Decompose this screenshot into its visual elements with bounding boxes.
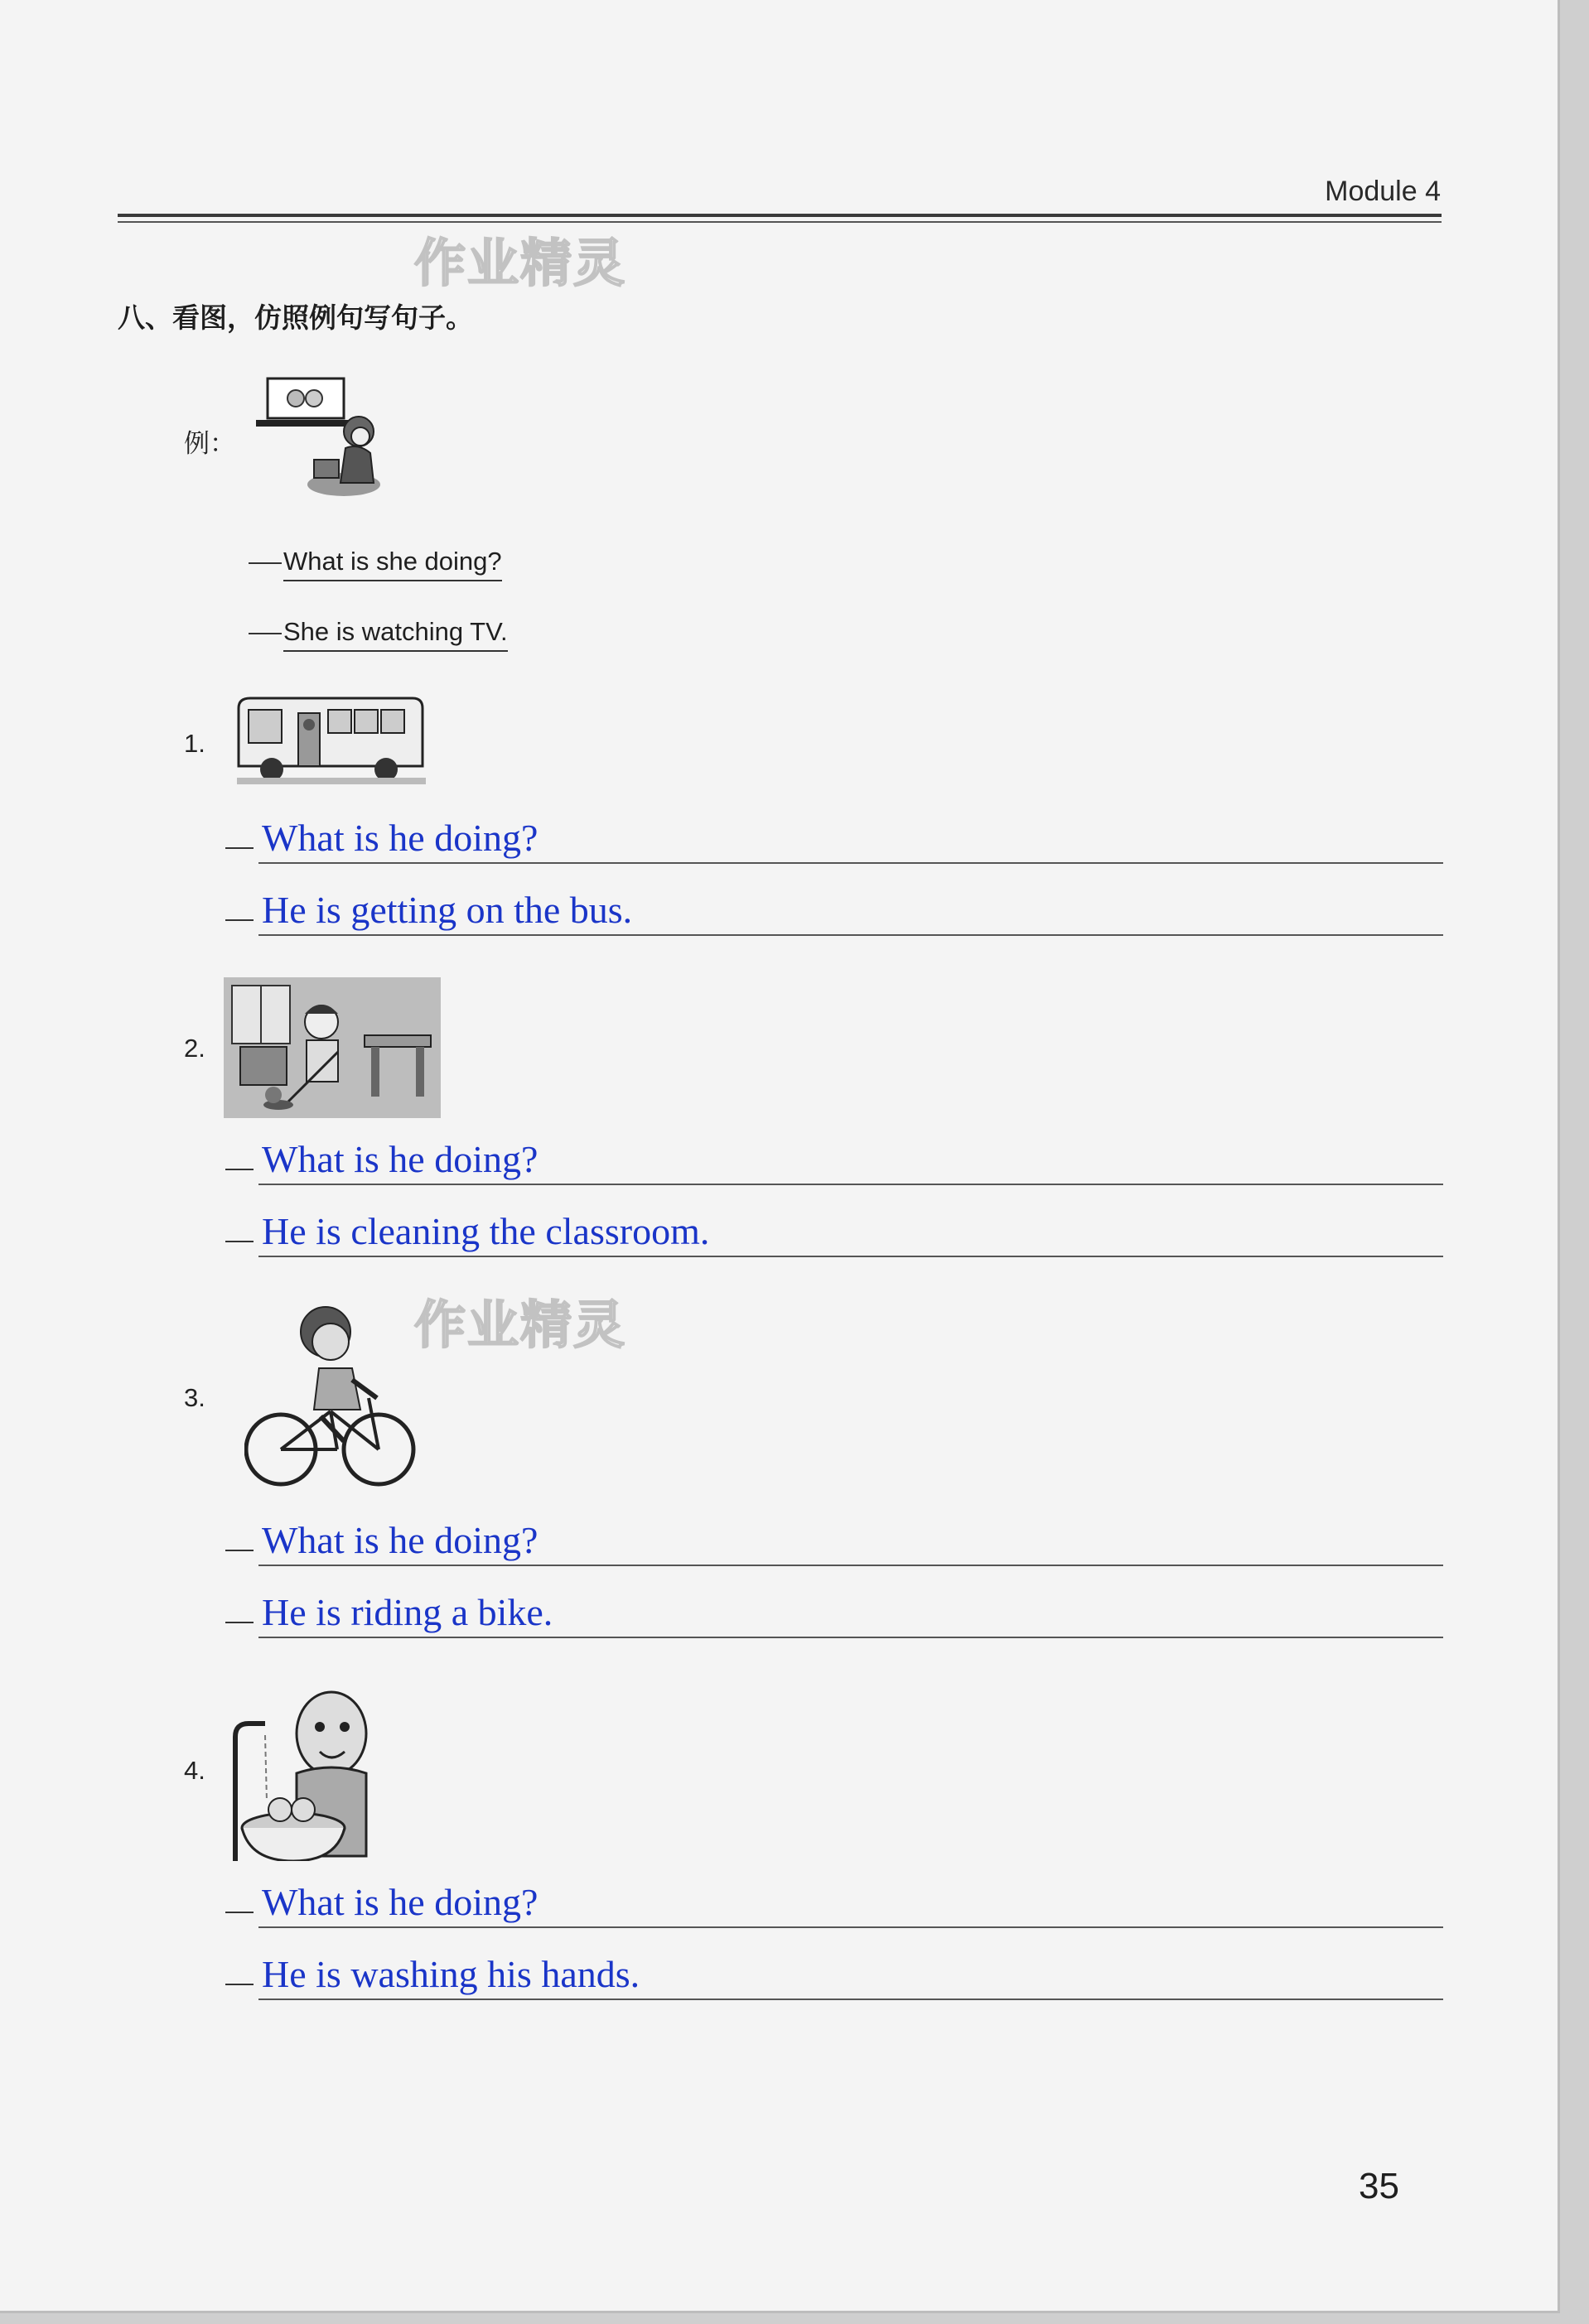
item-1-question-dash [225,847,254,849]
item-4-answer-row[interactable] [225,1952,1443,2000]
item-4-question: What is he doing? [262,1881,539,1923]
example-question: What is she doing? [283,547,502,581]
example-answer-dash [249,633,282,634]
boy-riding-bike-illustration [244,1300,418,1495]
item-1-number: 1. [184,729,205,758]
item-2-answer: He is cleaning the classroom. [262,1210,710,1252]
watermark-top: 作业精灵 [414,233,627,293]
item-3-question: What is he doing? [262,1519,539,1561]
page-number: 35 [1359,2166,1399,2206]
section-title: 八、看图，仿照例句写句子。 [118,301,473,334]
item-4-question-row[interactable] [225,1880,1443,1928]
header-rule-thick [118,214,1442,217]
item-1-answer-row[interactable] [225,888,1443,936]
item-4-question-dash [225,1912,254,1913]
item-3-answer-row[interactable] [225,1590,1443,1638]
item-4-answer-dash [225,1984,254,1985]
item-3-answer: He is riding a bike. [262,1591,553,1633]
boy-washing-hands-illustration [230,1685,392,1861]
item-1-question: What is he doing? [262,817,539,859]
item-4-answer: He is washing his hands. [262,1953,640,1995]
item-4-answer-line [258,1999,1443,2000]
item-1-answer-dash [225,919,254,921]
item-2-answer-row[interactable] [225,1209,1443,1257]
bus-boarding-illustration [230,692,429,791]
item-3-answer-line [258,1637,1443,1638]
example-answer-line [249,617,508,652]
item-3-answer-dash [225,1622,254,1623]
item-3-question-row[interactable] [225,1518,1443,1566]
example-label: 例： [184,429,235,459]
tv-watching-girl-illustration [253,369,385,501]
item-4-number: 4. [184,1756,205,1785]
item-1-answer-line [258,934,1443,936]
item-4-question-line [258,1926,1443,1928]
watermark-middle: 作业精灵 [414,1295,627,1355]
header-rule-thin [118,221,1442,223]
example-question-dash [249,562,282,564]
item-1-question-line [258,862,1443,864]
item-2-question: What is he doing? [262,1138,539,1180]
example-answer: She is watching TV. [283,617,508,652]
item-2-question-line [258,1184,1443,1185]
module-label: Module 4 [1325,176,1441,207]
item-3-number: 3. [184,1383,205,1412]
item-3-question-line [258,1565,1443,1566]
example-question-line [249,547,502,581]
item-3-question-dash [225,1550,254,1551]
item-2-answer-dash [225,1241,254,1242]
item-2-question-row[interactable] [225,1137,1443,1185]
item-2-question-dash [225,1169,254,1170]
boy-sweeping-classroom-illustration [224,977,441,1118]
item-1-answer: He is getting on the bus. [262,889,633,931]
item-2-number: 2. [184,1034,205,1063]
item-1-question-row[interactable] [225,816,1443,864]
item-2-answer-line [258,1256,1443,1257]
